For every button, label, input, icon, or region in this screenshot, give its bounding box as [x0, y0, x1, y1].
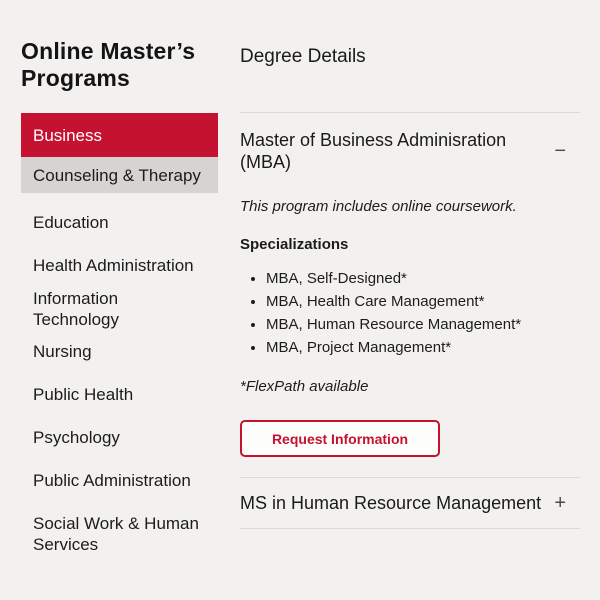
sidebar-item-health-administration[interactable]: Health Administration	[33, 256, 194, 275]
sidebar-item-nursing[interactable]: Nursing	[33, 342, 92, 361]
panel-title: Degree Details	[240, 46, 366, 67]
request-information-button[interactable]: Request Information	[240, 420, 440, 457]
sidebar-item-business[interactable]: Business	[21, 113, 218, 157]
accordion-header-mba[interactable]	[240, 113, 580, 189]
program-note: This program includes online coursework.	[240, 198, 517, 215]
accordion-header-ms-hrm[interactable]	[240, 478, 580, 528]
degree-details-panel	[240, 46, 580, 529]
programs-sidebar	[21, 38, 218, 565]
program-nav	[21, 113, 218, 565]
collapse-minus-icon[interactable]: −	[554, 140, 566, 162]
specializations-heading: Specializations	[240, 236, 349, 253]
sidebar-item-counseling-therapy[interactable]: Counseling & Therapy	[21, 157, 218, 193]
accordion-mba	[240, 113, 580, 457]
accordion-body-mba	[240, 198, 580, 457]
sidebar-item-public-administration[interactable]: Public Administration	[33, 471, 191, 490]
sidebar-item-public-health[interactable]: Public Health	[33, 385, 134, 404]
accordion-title-ms-hrm: MS in Human Resource Management	[240, 493, 542, 513]
sidebar-item-education[interactable]: Education	[33, 213, 109, 232]
accordion-ms-hrm	[240, 478, 580, 528]
specialization-item: • MBA, Health Care Management*	[266, 290, 580, 313]
specialization-item: • MBA, Human Resource Management*	[266, 313, 580, 336]
sidebar-item-social-work-human-services[interactable]: Social Work & Human Services	[33, 513, 199, 554]
specialization-item: • MBA, Project Management*	[266, 336, 580, 359]
sidebar-item-psychology[interactable]: Psychology	[33, 428, 120, 447]
accordion-title-mba: Master of Business Adminisration (MBA)	[240, 130, 507, 172]
expand-plus-icon[interactable]: +	[554, 492, 566, 514]
specialization-item: • MBA, Self-Designed*	[266, 267, 580, 290]
sidebar-title: Online Master’s Programs	[21, 38, 196, 91]
specializations-list	[240, 267, 580, 359]
divider	[240, 528, 580, 529]
flexpath-footnote: *FlexPath available	[240, 378, 369, 395]
sidebar-item-information-technology[interactable]: Information Technology	[33, 288, 120, 329]
